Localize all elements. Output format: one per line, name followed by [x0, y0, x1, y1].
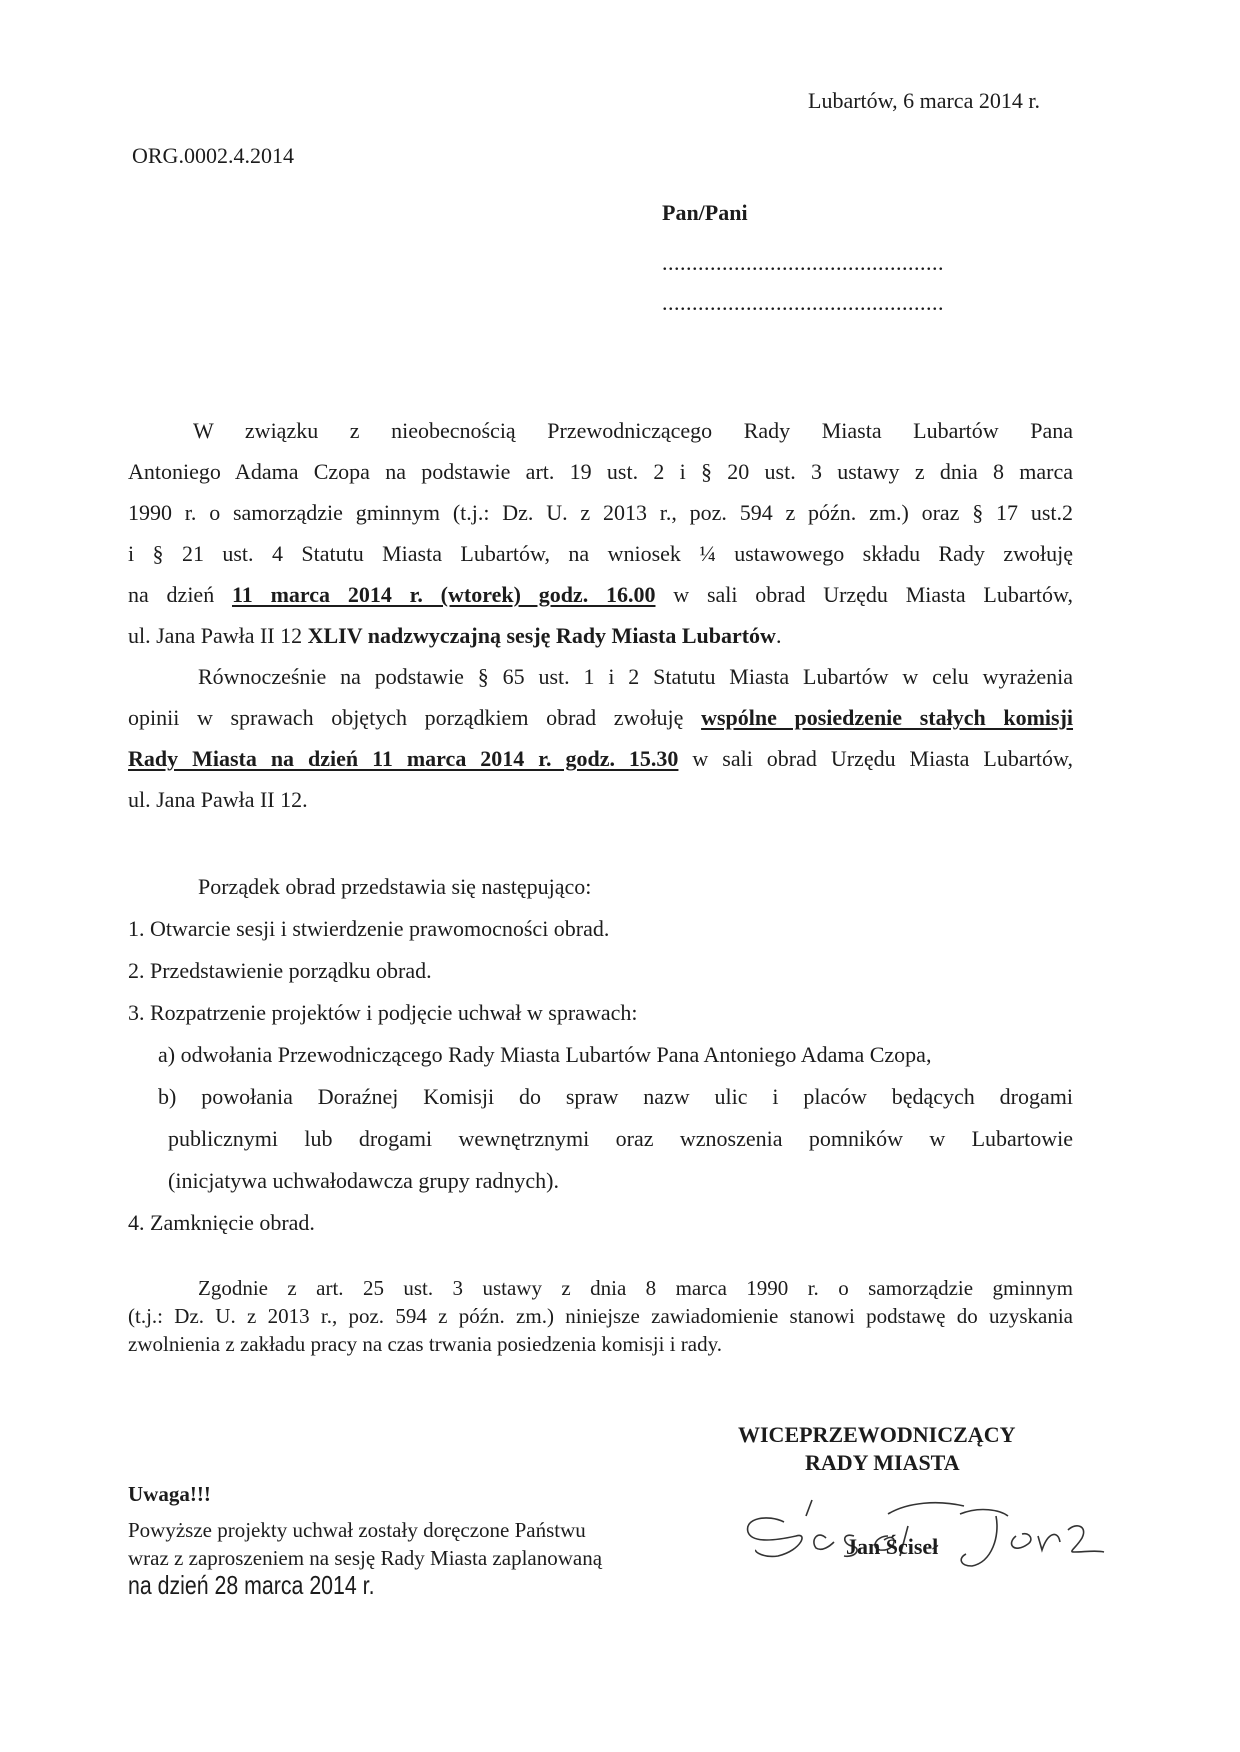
addressee-label: Pan/Pani — [662, 200, 748, 225]
signatory-name: Jan Ściseł — [846, 1534, 939, 1559]
meeting-date-highlight: Rady Miasta na dzień 11 marca 2014 r. godz. 15.30 — [128, 746, 679, 771]
text-segment: ul. Jana Pawła II 12 — [128, 623, 308, 648]
remark-body — [128, 1516, 602, 1572]
agenda-subitem-continued: (inicjatywa uchwałodawcza grupy radnych). — [168, 1168, 559, 1193]
para2-line: ul. Jana Pawła II 12. — [128, 787, 308, 812]
agenda-intro: Porządek obrad przedstawia się następująco: — [198, 874, 592, 899]
text-segment: w sali obrad Urzędu Miasta Lubartów, — [678, 746, 1073, 771]
remark-date-line: na dzień 28 marca 2014 r. — [128, 1570, 375, 1600]
place-date: Lubartów, 6 marca 2014 r. — [808, 88, 1040, 113]
reference-number: ORG.0002.4.2014 — [132, 143, 294, 168]
text-segment: . — [775, 623, 782, 648]
text-segment: na dzień — [128, 582, 232, 607]
legal-note-line: Zgodnie z art. 25 ust. 3 ustawy z dnia 8 marca 1990 r. o samorządzie gminnym — [198, 1276, 1073, 1300]
text-segment: w sali obrad Urzędu Miasta Lubartów, — [655, 582, 1073, 607]
agenda — [128, 866, 1073, 1244]
agenda-subitem: b) powołania Doraźnej Komisji do spraw nazw ulic i placów będących drogami — [158, 1084, 1073, 1109]
signatory-title: WICEPRZEWODNICZĄCY — [738, 1422, 1016, 1447]
para1-line: Antoniego Adama Czopa na podstawie art. 19 ust. 2 i § 20 ust. 3 ustawy z dnia 8 marca — [128, 459, 1073, 484]
agenda-subitem-continued: publicznymi lub drogami wewnętrznymi oraz wznoszenia pomników w Lubartowie — [168, 1126, 1073, 1151]
para1-line: i § 21 ust. 4 Statutu Miasta Lubartów, na wniosek ¼ ustawowego składu Rady zwołuję — [128, 541, 1073, 566]
para2-line: Równocześnie na podstawie § 65 ust. 1 i 2 Statutu Miasta Lubartów w celu wyrażenia — [198, 664, 1073, 689]
agenda-item: 3. Rozpatrzenie projektów i podjęcie uchwał w sprawach: — [128, 1000, 638, 1025]
legal-note-line: zwolnienia z zakładu pracy na czas trwania posiedzenia komisji i rady. — [128, 1332, 722, 1356]
remark-line: Powyższe projekty uchwał zostały doręczone Państwu — [128, 1518, 586, 1542]
agenda-subitem: a) odwołania Przewodniczącego Rady Miasta Lubartów Pana Antoniego Adama Czopa, — [158, 1042, 932, 1067]
committee-paragraph — [128, 656, 1073, 820]
signatory-title: RADY MIASTA — [805, 1450, 960, 1475]
para1-line — [128, 574, 1073, 615]
remark-line: wraz z zaproszeniem na sesję Rady Miasta zaplanowaną — [128, 1546, 603, 1570]
session-name-highlight: XLIV nadzwyczajną sesję Rady Miasta Lubartów — [307, 623, 776, 648]
agenda-item: 1. Otwarcie sesji i stwierdzenie prawomocności obrad. — [128, 916, 610, 941]
para1-line — [128, 615, 1073, 656]
remark-title: Uwaga!!! — [128, 1482, 211, 1506]
session-date-highlight: 11 marca 2014 r. (wtorek) godz. 16.00 — [232, 582, 656, 607]
para1-line: 1990 r. o samorządzie gminnym (t.j.: Dz. U. z 2013 r., poz. 594 z późn. zm.) oraz § 17 ust.2 — [128, 500, 1073, 525]
para2-line — [128, 697, 1073, 738]
legal-note — [128, 1274, 1073, 1358]
convocation-paragraph — [128, 410, 1073, 656]
legal-note-line: (t.j.: Dz. U. z 2013 r., poz. 594 z późn. zm.) niniejsze zawiadomienie stanowi podstawę do uzyskania — [128, 1304, 1073, 1328]
text-segment: opinii w sprawach objętych porządkiem obrad zwołuję — [128, 705, 702, 730]
para1-line: W związku z nieobecnością Przewodniczącego Rady Miasta Lubartów Pana — [193, 418, 1073, 443]
agenda-item: 2. Przedstawienie porządku obrad. — [128, 958, 432, 983]
addressee-dotted-line-1: ............................................... — [662, 250, 944, 275]
joint-meeting-highlight: wspólne posiedzenie stałych komisji — [701, 705, 1074, 730]
addressee-dotted-line-2: ............................................... — [662, 290, 944, 315]
para2-line — [128, 738, 1073, 779]
agenda-item: 4. Zamknięcie obrad. — [128, 1210, 315, 1235]
